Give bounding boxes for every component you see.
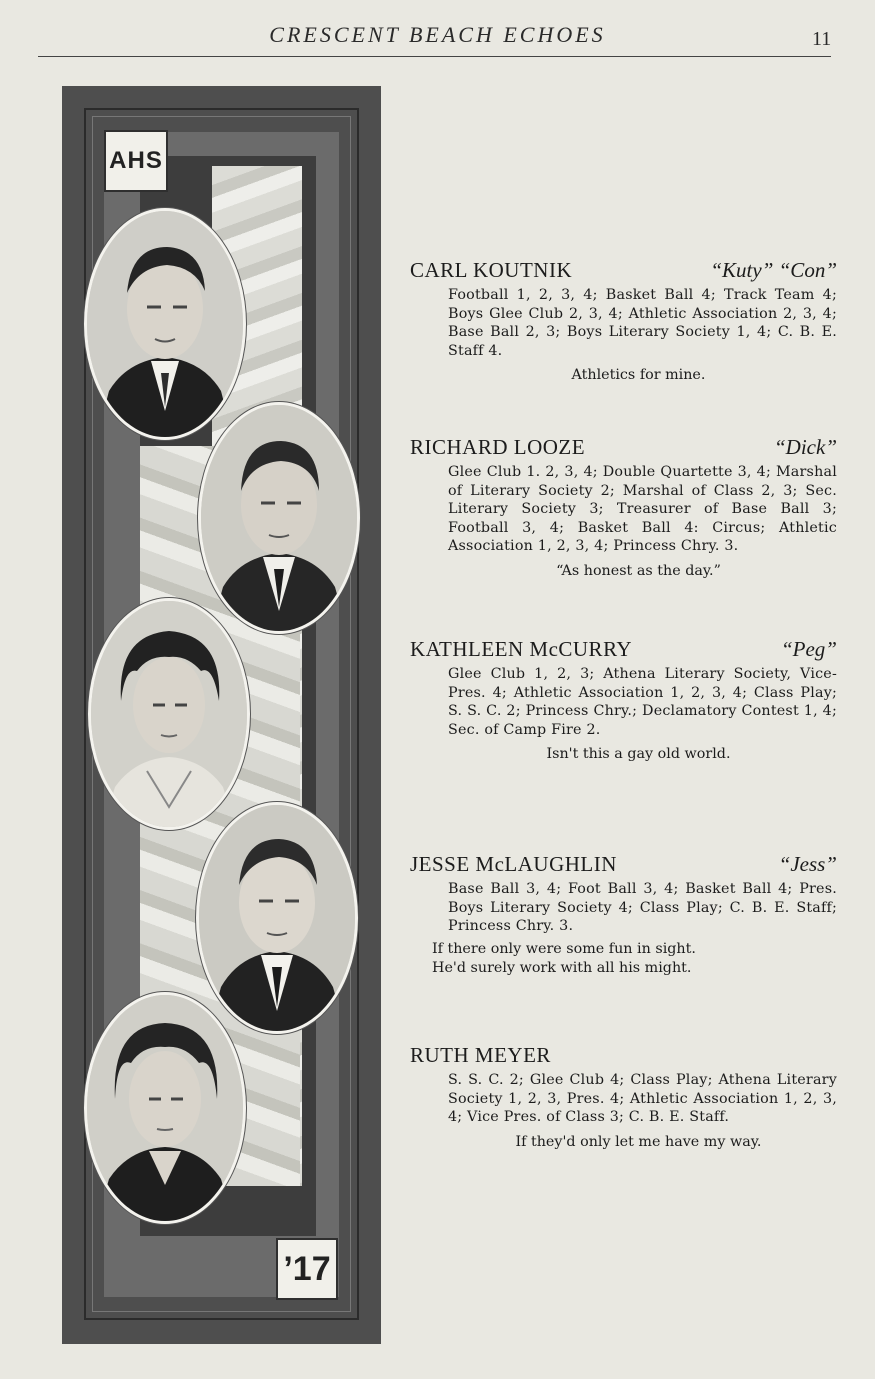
student-activities: Base Ball 3, 4; Foot Ball 3, 4; Basket Ball 4; Pres. Boys Literary Society 4; Class Play; C. B. E. Staff; Princess Chry. 3.	[448, 881, 837, 935]
student-nickname: “Kuty” “Con”	[710, 258, 837, 282]
portrait-richard-looze	[198, 402, 360, 634]
portrait-man-image	[201, 405, 357, 631]
student-motto: Athletics for mine.	[571, 367, 706, 384]
student-activities: Football 1, 2, 3, 4; Basket Ball 4; Track Team 4; Boys Glee Club 2, 3, 4; Athletic Association 2, 3, 4; Base Ball 2, 3; Boys Literary Society 1, 4; C. B. E. Staff 4.	[448, 287, 837, 359]
portrait-woman-image	[91, 601, 247, 827]
header-divider	[38, 56, 831, 57]
student-activities: S. S. C. 2; Glee Club 4; Class Play; Athena Literary Society 1, 2, 3, Pres. 4; Athletic Association 1, 2, 3, 4; Vice Pres. of Class 3; C. B. E. Staff.	[448, 1072, 837, 1126]
student-motto: If there only were some fun in sight.	[432, 940, 696, 957]
student-name: RICHARD LOOZE	[410, 435, 586, 459]
page-number: 11	[812, 28, 832, 50]
student-name: KATHLEEN McCURRY	[410, 637, 633, 661]
student-motto: If they'd only let me have my way.	[515, 1133, 762, 1150]
ahs-logo: AHS	[104, 130, 168, 192]
student-entry	[410, 258, 837, 385]
student-entry	[410, 852, 837, 978]
student-name: RUTH MEYER	[410, 1043, 551, 1067]
student-entry	[410, 1043, 837, 1152]
portrait-woman-image	[87, 995, 243, 1221]
student-activities: Glee Club 1, 2, 3; Athena Literary Society, Vice-Pres. 4; Athletic Association 1, 2, 3, 4; Class Play; S. S. C. 2; Princess Chry.; Declamatory Contest 1, 4; Sec. of Camp Fire 2.	[448, 666, 837, 738]
student-nickname: “Peg”	[780, 637, 837, 661]
student-activities: Glee Club 1. 2, 3, 4; Double Quartette 3, 4; Marshal of Literary Society 2; Marshal of Class 2, 3; Sec. Literary Society 3; Treasurer of Base Ball 3; Football 3, 4; Basket Ball 4: Circus; Athletic Association 1, 2, 3, 4; Princess Chry. 3.	[448, 464, 837, 555]
publication-title: CRESCENT BEACH ECHOES	[269, 22, 606, 47]
portrait-panel	[62, 86, 381, 1344]
student-nickname: “Dick”	[774, 435, 837, 459]
portrait-kathleen-mccurry	[88, 598, 250, 830]
class-year-badge: ’17	[276, 1238, 338, 1300]
student-name: CARL KOUTNIK	[410, 258, 573, 282]
student-motto: Isn't this a gay old world.	[546, 746, 731, 763]
student-motto: He'd surely work with all his might.	[432, 959, 692, 976]
student-motto: “As honest as the day.”	[556, 562, 721, 579]
student-nickname: “Jess”	[778, 852, 837, 876]
student-entry	[410, 637, 837, 764]
portrait-man-image	[87, 211, 243, 437]
portrait-ruth-meyer	[84, 992, 246, 1224]
student-entry	[410, 435, 837, 581]
student-name: JESSE McLAUGHLIN	[410, 852, 617, 876]
